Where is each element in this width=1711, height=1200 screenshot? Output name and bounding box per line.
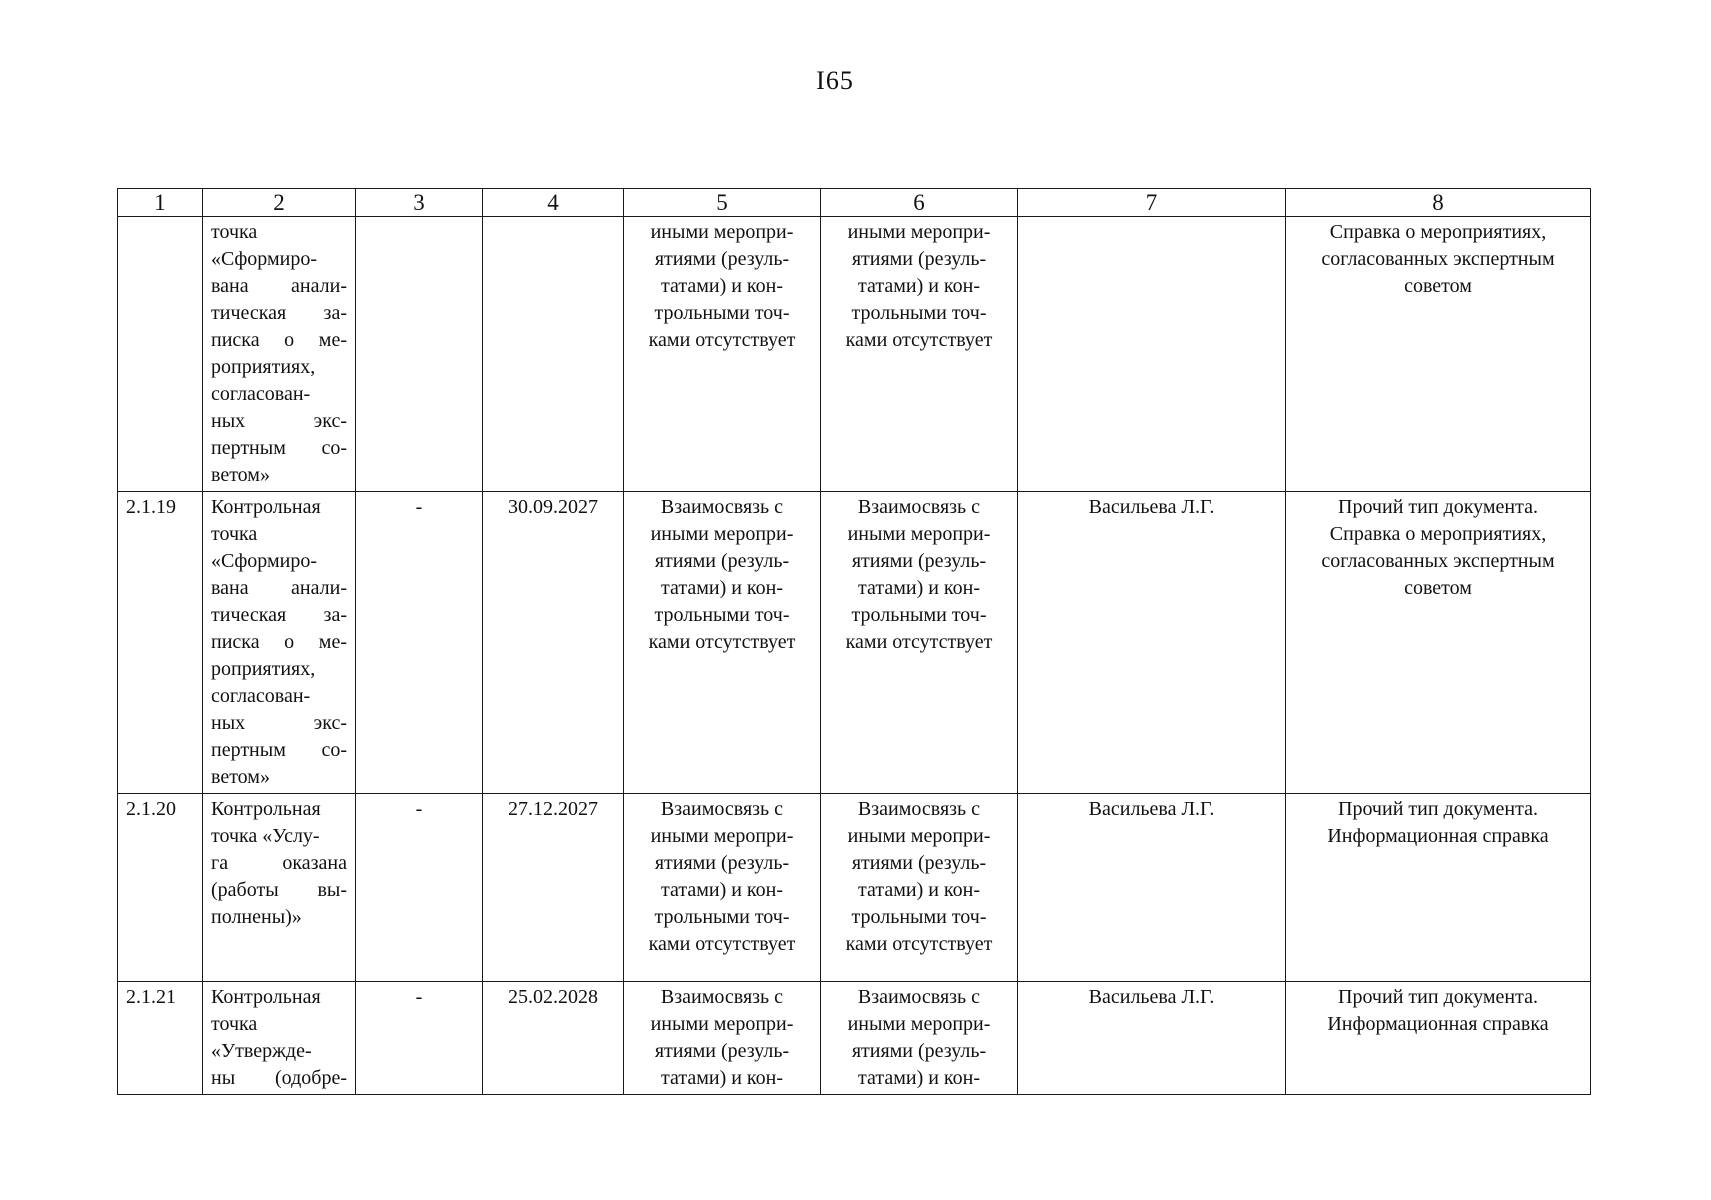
- cell-text-line: ятиями (резуль-: [654, 248, 790, 270]
- cell-text-line: татами) и кон-: [858, 275, 980, 297]
- page-number: I65: [816, 66, 854, 95]
- cell-text-line: ятиями (резуль-: [654, 550, 790, 572]
- cell-text-line: «Сформиро-: [211, 248, 318, 270]
- cell-text-line: ками отсутствует: [648, 933, 796, 955]
- cell-text-line: Информационная справка: [1327, 1013, 1549, 1035]
- cell-text-line: татами) и кон-: [661, 275, 783, 297]
- cell-text-line: Прочий тип документа.: [1338, 496, 1538, 518]
- cell-text-line: трольными точ-: [851, 302, 987, 324]
- cell-text-line: «Сформиро-: [211, 550, 318, 572]
- cell-relation-5: [624, 982, 821, 1095]
- cell-name: [203, 982, 356, 1095]
- table-header-row: [118, 189, 1591, 217]
- cell-text-line: Контрольная: [211, 986, 321, 1008]
- cell-relation-5: [624, 794, 821, 982]
- cell-text-line: иными меропри-: [650, 221, 794, 243]
- cell-relation-5: [624, 217, 821, 492]
- cell-text-line: ятиями (резуль-: [851, 248, 987, 270]
- cell-text: -: [415, 986, 423, 1008]
- cell-text: 25.02.2028: [508, 986, 598, 1008]
- cell-text-line: иными меропри-: [847, 1013, 991, 1035]
- cell-text: Васильева Л.Г.: [1088, 986, 1215, 1008]
- column-header-3: 3: [356, 189, 483, 217]
- cell-relation-6: [821, 982, 1018, 1095]
- cell-text-line: трольными точ-: [654, 302, 790, 324]
- table-row: [118, 217, 1591, 492]
- cell-document: [1286, 794, 1591, 982]
- cell-text: -: [415, 798, 423, 820]
- column-header-8: 8: [1286, 189, 1591, 217]
- cell-text-line: Взаимосвязь с: [857, 798, 981, 820]
- table-row: [118, 794, 1591, 982]
- cell-number: [118, 982, 203, 1095]
- column-header-5: 5: [624, 189, 821, 217]
- cell-date: [483, 217, 624, 492]
- cell-text-line: полнены)»: [211, 906, 302, 928]
- cell-text-line: ками отсутствует: [648, 631, 796, 653]
- cell-text-line: ками отсутствует: [845, 933, 993, 955]
- table-body: [118, 217, 1591, 1095]
- cell-text-line: иными меропри-: [847, 825, 991, 847]
- cell-text-line: Взаимосвязь с: [660, 798, 784, 820]
- cell-text-line: Контрольная: [211, 798, 321, 820]
- cell-text-line: татами) и кон-: [858, 577, 980, 599]
- cell-text-line: писка о ме-: [211, 329, 347, 351]
- cell-text-line: ных экс-: [211, 410, 347, 432]
- cell-text-line: советом: [1404, 275, 1472, 297]
- cell-text-line: точка: [211, 1013, 258, 1035]
- cell-date: [483, 794, 624, 982]
- cell-relation-6: [821, 217, 1018, 492]
- cell-responsible: [1018, 982, 1286, 1095]
- cell-text: 2.1.19: [126, 496, 176, 518]
- cell-number: [118, 217, 203, 492]
- cell-text-line: ятиями (резуль-: [851, 852, 987, 874]
- cell-text-line: пертным со-: [211, 437, 347, 459]
- cell-relation-6: [821, 794, 1018, 982]
- table-row: [118, 492, 1591, 794]
- cell-col3: [356, 492, 483, 794]
- column-header-7: 7: [1018, 189, 1286, 217]
- cell-text-line: Контрольная: [211, 496, 321, 518]
- cell-text: 2.1.20: [126, 798, 176, 820]
- cell-text-line: иными меропри-: [847, 221, 991, 243]
- cell-text-line: иными меропри-: [847, 523, 991, 545]
- cell-text-line: татами) и кон-: [858, 1067, 980, 1089]
- cell-text-line: согласован-: [211, 685, 311, 707]
- cell-text-line: точка: [211, 523, 258, 545]
- cell-text: -: [415, 496, 423, 518]
- cell-document: [1286, 217, 1591, 492]
- cell-text-line: трольными точ-: [851, 604, 987, 626]
- cell-name: [203, 794, 356, 982]
- cell-text-line: точка: [211, 221, 258, 243]
- cell-text-line: ками отсутствует: [845, 631, 993, 653]
- column-header-6: 6: [821, 189, 1018, 217]
- cell-col3: [356, 217, 483, 492]
- cell-text: Васильева Л.Г.: [1088, 798, 1215, 820]
- cell-relation-6: [821, 492, 1018, 794]
- cell-text-line: согласованных экспертным: [1321, 248, 1555, 270]
- cell-relation-5: [624, 492, 821, 794]
- cell-text-line: татами) и кон-: [661, 1067, 783, 1089]
- cell-text: Васильева Л.Г.: [1088, 496, 1215, 518]
- cell-text-line: ятиями (резуль-: [851, 1040, 987, 1062]
- cell-text-line: советом: [1404, 577, 1472, 599]
- cell-text-line: писка о ме-: [211, 631, 347, 653]
- cell-date: [483, 982, 624, 1095]
- cell-text-line: Прочий тип документа.: [1338, 798, 1538, 820]
- cell-responsible: [1018, 217, 1286, 492]
- cell-text-line: ятиями (резуль-: [654, 1040, 790, 1062]
- cell-text-line: Взаимосвязь с: [857, 986, 981, 1008]
- cell-text-line: Взаимосвязь с: [660, 986, 784, 1008]
- cell-text-line: ветом»: [211, 766, 270, 788]
- cell-name: [203, 492, 356, 794]
- column-header-4: 4: [483, 189, 624, 217]
- cell-text-line: татами) и кон-: [661, 879, 783, 901]
- cell-col3: [356, 982, 483, 1095]
- column-header-2: 2: [203, 189, 356, 217]
- cell-text-line: ятиями (резуль-: [851, 550, 987, 572]
- cell-text-line: иными меропри-: [650, 523, 794, 545]
- document-table: [117, 188, 1591, 1095]
- cell-text-line: тическая за-: [211, 604, 347, 626]
- cell-text-line: ветом»: [211, 464, 270, 486]
- cell-text-line: пертным со-: [211, 739, 347, 761]
- cell-date: [483, 492, 624, 794]
- cell-text-line: тическая за-: [211, 302, 347, 324]
- cell-text-line: ятиями (резуль-: [654, 852, 790, 874]
- cell-text: 27.12.2027: [508, 798, 598, 820]
- cell-text-line: га оказана: [211, 852, 347, 874]
- cell-text-line: ками отсутствует: [648, 329, 796, 351]
- cell-text-line: точка «Услу-: [211, 825, 320, 847]
- cell-responsible: [1018, 794, 1286, 982]
- cell-text-line: ны (одобре-: [211, 1067, 347, 1089]
- cell-number: [118, 794, 203, 982]
- cell-text-line: Взаимосвязь с: [660, 496, 784, 518]
- cell-text-line: «Утвержде-: [211, 1040, 312, 1062]
- cell-text-line: роприятиях,: [211, 356, 316, 378]
- cell-text-line: ных экс-: [211, 712, 347, 734]
- cell-text-line: согласован-: [211, 383, 311, 405]
- cell-text-line: Справка о мероприятиях,: [1329, 523, 1547, 545]
- cell-text-line: иными меропри-: [650, 825, 794, 847]
- cell-text-line: трольными точ-: [654, 906, 790, 928]
- cell-text-line: Взаимосвязь с: [857, 496, 981, 518]
- cell-text-line: трольными точ-: [654, 604, 790, 626]
- cell-text-line: роприятиях,: [211, 658, 316, 680]
- cell-text-line: Справка о мероприятиях,: [1329, 221, 1547, 243]
- cell-text-line: иными меропри-: [650, 1013, 794, 1035]
- cell-text-line: Прочий тип документа.: [1338, 986, 1538, 1008]
- cell-responsible: [1018, 492, 1286, 794]
- cell-col3: [356, 794, 483, 982]
- cell-text-line: трольными точ-: [851, 906, 987, 928]
- cell-text: 30.09.2027: [508, 496, 598, 518]
- table-row: [118, 982, 1591, 1095]
- cell-text-line: татами) и кон-: [858, 879, 980, 901]
- cell-number: [118, 492, 203, 794]
- cell-text-line: вана анали-: [211, 577, 347, 599]
- cell-text: 2.1.21: [126, 986, 176, 1008]
- cell-text-line: (работы вы-: [211, 879, 347, 901]
- cell-document: [1286, 982, 1591, 1095]
- cell-text-line: ками отсутствует: [845, 329, 993, 351]
- cell-text-line: Информационная справка: [1327, 825, 1549, 847]
- cell-text-line: татами) и кон-: [661, 577, 783, 599]
- column-header-1: 1: [118, 189, 203, 217]
- cell-text-line: вана анали-: [211, 275, 347, 297]
- cell-name: [203, 217, 356, 492]
- cell-text-line: согласованных экспертным: [1321, 550, 1555, 572]
- cell-document: [1286, 492, 1591, 794]
